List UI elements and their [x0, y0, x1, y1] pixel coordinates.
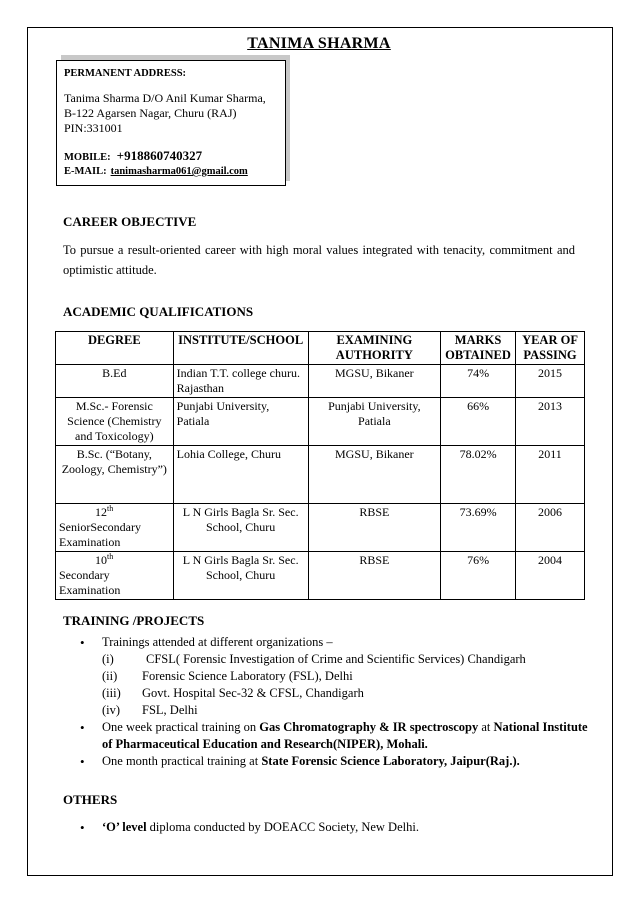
degree-superscript: th: [107, 552, 114, 561]
col-header-degree: DEGREE: [56, 332, 174, 365]
cell-institute: Punjabi University, Patiala: [173, 398, 308, 446]
cell-marks: 74%: [441, 365, 516, 398]
cell-authority: MGSU, Bikaner: [308, 446, 440, 504]
sub-item-text: FSL, Delhi: [142, 703, 198, 717]
cell-marks: 73.69%: [441, 504, 516, 552]
list-item: • Trainings attended at different organizations –: [80, 634, 590, 651]
degree-superscript: th: [107, 504, 114, 513]
cell-authority: MGSU, Bikaner: [308, 365, 440, 398]
col-header-marks: MARKS OBTAINED: [441, 332, 516, 365]
cell-year: 2013: [516, 398, 585, 446]
list-item: [80, 753, 590, 770]
academic-table: [55, 331, 585, 600]
text-run: at: [478, 720, 494, 734]
text-run-bold: ‘O’ level: [102, 820, 147, 834]
text-run-bold: Gas Chromatography & IR spectroscopy: [259, 720, 479, 734]
email-row: [64, 166, 278, 177]
col-header-institute: INSTITUTE/SCHOOL: [173, 332, 308, 365]
cell-institute: Indian T.T. college churu. Rajasthan: [173, 365, 308, 398]
candidate-name: TANIMA SHARMA: [247, 35, 391, 52]
cell-authority: Punjabi University, Patiala: [308, 398, 440, 446]
cell-institute: L N Girls Bagla Sr. Sec. School, Churu: [173, 552, 308, 600]
degree-text: SeniorSecondary Examination: [59, 520, 141, 549]
sub-item-number: (ii): [102, 669, 118, 683]
cell-year: 2015: [516, 365, 585, 398]
table-row: [56, 398, 585, 446]
col-header-year: YEAR OF PASSING: [516, 332, 585, 365]
mobile-row: [64, 148, 278, 164]
others-heading: OTHERS: [63, 792, 118, 807]
cell-marks: 66%: [441, 398, 516, 446]
cell-degree: B.Sc. (“Botany, Zoology, Chemistry”): [56, 446, 174, 504]
cell-institute: Lohia College, Churu: [173, 446, 308, 504]
career-objective-heading: CAREER OBJECTIVE: [63, 214, 197, 229]
sub-item-text: Forensic Science Laboratory (FSL), Delhi: [142, 669, 353, 683]
email-link[interactable]: tanimasharma061@gmail.com: [110, 166, 248, 177]
cell-degree: [56, 552, 174, 600]
sub-item-text: CFSL( Forensic Investigation of Crime and Scientific Services) Chandigarh: [146, 652, 526, 666]
academic-heading: ACADEMIC QUALIFICATIONS: [63, 304, 254, 319]
cell-authority: RBSE: [308, 552, 440, 600]
sub-item-number: (iii): [102, 686, 121, 700]
cell-marks: 76%: [441, 552, 516, 600]
sub-item-number: (i): [102, 652, 114, 666]
cell-institute: L N Girls Bagla Sr. Sec. School, Churu: [173, 504, 308, 552]
degree-text: Secondary Examination: [59, 568, 121, 597]
sub-list-item: [80, 668, 590, 685]
list-item: [80, 719, 590, 753]
cell-degree: B.Ed: [56, 365, 174, 398]
degree-number: 10: [95, 553, 107, 567]
text-run-bold: State Forensic Science Laboratory, Jaipur(Raj.).: [261, 754, 520, 768]
address-box: [56, 60, 286, 186]
text-run-bold: National Institute of Pharmaceutical Education and Research(NIPER), Mohali.: [102, 720, 588, 751]
list-item: [80, 819, 590, 836]
sub-list-item: [80, 702, 590, 719]
sub-item-text: Govt. Hospital Sec-32 & CFSL, Chandigarh: [142, 686, 364, 700]
address-line: B-122 Agarsen Nagar, Churu (RAJ): [64, 106, 237, 120]
text-run: One month practical training at: [102, 754, 262, 768]
training-heading: TRAINING /PROJECTS: [63, 613, 205, 628]
address-line: PIN:331001: [64, 121, 123, 135]
sub-list-item: [80, 685, 590, 702]
table-row: [56, 504, 585, 552]
email-label: E-MAIL:: [64, 166, 107, 177]
mobile-number: +918860740327: [116, 148, 203, 163]
text-run: One week practical training on: [102, 720, 260, 734]
cell-year: 2011: [516, 446, 585, 504]
cell-degree: [56, 504, 174, 552]
others-list: [80, 819, 590, 836]
career-objective-text: To pursue a result-oriented career with high moral values integrated with tenacity, commitment and optimistic attitude.: [63, 243, 575, 277]
cell-year: 2006: [516, 504, 585, 552]
col-header-authority: EXAMINING AUTHORITY: [308, 332, 440, 365]
table-header-row: [56, 332, 585, 365]
table-row: [56, 365, 585, 398]
cell-year: 2004: [516, 552, 585, 600]
training-list: [80, 634, 590, 770]
sub-list-item: [80, 651, 590, 668]
text-run: diploma conducted by DOEACC Society, New Delhi.: [146, 820, 419, 834]
cell-marks: 78.02%: [441, 446, 516, 504]
degree-number: 12: [95, 505, 107, 519]
table-row: [56, 446, 585, 504]
address-line: Tanima Sharma D/O Anil Kumar Sharma,: [64, 91, 266, 105]
cell-degree: M.Sc.- Forensic Science (Chemistry and Toxicology): [56, 398, 174, 446]
mobile-label: MOBILE:: [64, 152, 111, 163]
table-row: [56, 552, 585, 600]
address-heading: PERMANENT ADDRESS:: [64, 68, 187, 79]
cell-authority: RBSE: [308, 504, 440, 552]
sub-item-number: (iv): [102, 703, 121, 717]
